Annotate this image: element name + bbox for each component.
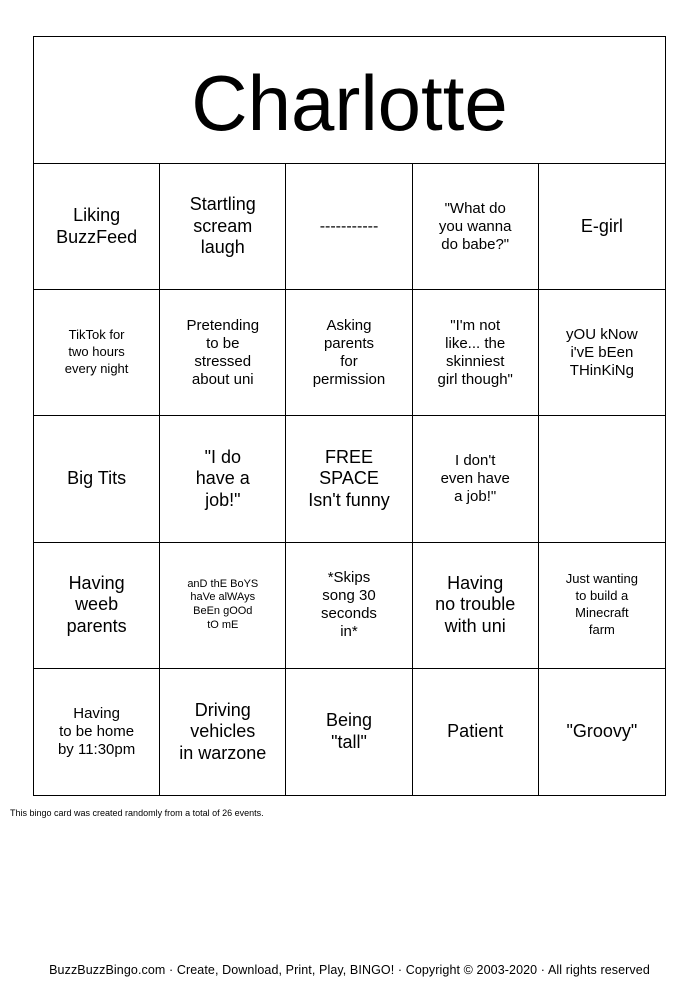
bingo-cell: Startling scream laugh xyxy=(160,164,286,290)
bingo-card xyxy=(33,36,666,796)
bingo-cell: Pretending to be stressed about uni xyxy=(160,290,286,416)
bingo-cell: Being "tall" xyxy=(286,669,412,795)
bingo-cell: Having weeb parents xyxy=(34,543,160,669)
bingo-cell: Asking parents for permission xyxy=(286,290,412,416)
bingo-cell: "Groovy" xyxy=(566,721,638,742)
bingo-cell: "I'm not like... the skinniest girl though" xyxy=(413,290,539,416)
bingo-cell: yOU kNow i'vE bEen THinKiNg xyxy=(539,290,665,416)
bingo-cell: Driving vehicles in warzone xyxy=(160,669,286,795)
bingo-cell: ----------- xyxy=(286,164,412,290)
bingo-cell: Patient xyxy=(413,669,539,795)
bingo-cell: TikTok for two hours every night xyxy=(34,290,160,416)
bingo-cell: Having no trouble with uni xyxy=(413,543,539,669)
footer-copyright: BuzzBuzzBingo.com · Create, Download, Print, Play, BINGO! · Copyright © 2003-2020 · All rights reserved xyxy=(49,963,650,977)
bingo-grid xyxy=(34,164,665,795)
free-space-cell: FREE SPACE Isn't funny xyxy=(286,416,412,542)
bingo-cell: anD thE BoYS haVe alWAys BeEn gOOd tO mE xyxy=(160,543,286,669)
bingo-cell: "I do have a job!" xyxy=(160,416,286,542)
card-note: This bingo card was created randomly from a total of 26 events. xyxy=(10,808,264,818)
bingo-cell: Big Tits xyxy=(34,416,160,542)
bingo-cell: E-girl xyxy=(539,164,665,290)
bingo-cell: "What do you wanna do babe?" xyxy=(413,164,539,290)
card-title: Charlotte xyxy=(191,59,508,147)
bingo-cell: *Skips song 30 seconds in* xyxy=(286,543,412,669)
title-row xyxy=(34,37,665,164)
bingo-cell: Liking BuzzFeed xyxy=(34,164,160,290)
bingo-cell: Having to be home by 11:30pm xyxy=(34,669,160,795)
bingo-cell: Just wanting to build a Minecraft farm xyxy=(539,543,665,669)
bingo-cell: I don't even have a job!" xyxy=(413,416,539,542)
bingo-cell xyxy=(539,416,665,542)
